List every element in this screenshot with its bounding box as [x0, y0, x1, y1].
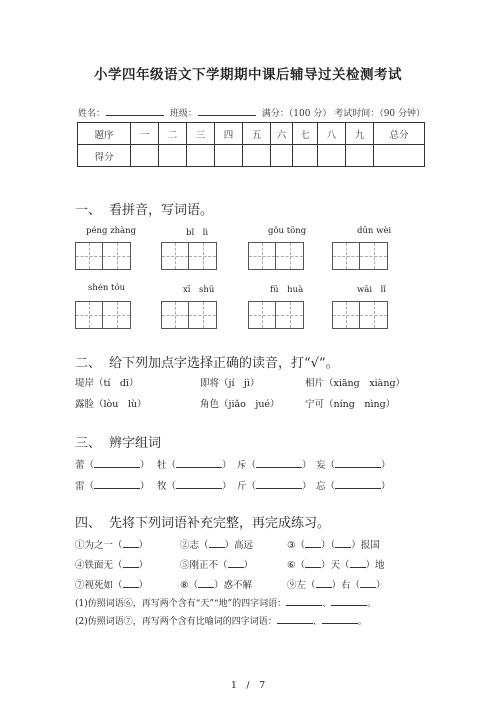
page-title: 小学四年级语文下学期期中课后辅导过关检测考试 — [94, 67, 402, 83]
idiom-blank[interactable] — [316, 578, 332, 588]
idiom-item — [75, 577, 148, 591]
idiom-text: ） — [243, 560, 254, 571]
word-group-item — [237, 457, 312, 471]
writing-cell[interactable] — [332, 242, 360, 270]
exam-time-text: 考试时间：（90 分钟） — [334, 109, 426, 119]
writing-cell[interactable] — [276, 242, 304, 270]
score-header-cell: 八 — [318, 123, 346, 145]
close-paren: ） — [302, 460, 312, 471]
question-text: (2)仿照词语⑦，再写两个含有比喻词的四字词语： — [75, 617, 277, 627]
writing-cell[interactable] — [248, 242, 276, 270]
writing-cell[interactable] — [332, 301, 360, 329]
idiom-blank[interactable] — [305, 538, 321, 548]
close-paren: ） — [222, 460, 232, 471]
writing-cell[interactable] — [360, 301, 388, 329]
writing-cell[interactable] — [103, 301, 131, 329]
question-text: (1)仿照词语⑥，再写两个含有“天”“地”的四字词语： — [75, 599, 287, 609]
writing-cell[interactable] — [161, 301, 189, 329]
idiom-text: ）报国 — [351, 540, 380, 551]
reading-option[interactable]: 露脸（lòu lù） — [75, 399, 147, 410]
word-blank[interactable] — [94, 458, 140, 468]
word-blank[interactable] — [335, 458, 381, 468]
score-header-cell: 七 — [293, 123, 318, 145]
idiom-blank[interactable] — [350, 558, 366, 568]
close-paren: ） — [222, 481, 232, 492]
word-group-item — [75, 478, 150, 492]
idiom-item — [287, 537, 380, 551]
idiom-blank[interactable] — [209, 538, 225, 548]
idiom-text: ）地 — [365, 560, 385, 571]
class-label: 班级： — [169, 109, 197, 119]
idiom-text: ） — [376, 580, 386, 591]
reading-option[interactable]: 堤岸（tí dī） — [75, 378, 139, 389]
section4-title: 先将下列词语补充完整，再完成练习。 — [109, 516, 331, 531]
score-cell[interactable] — [215, 145, 243, 167]
section4-number: 四、 — [75, 516, 102, 531]
word-char: 牧（ — [157, 481, 177, 492]
idiom-text: ④铁面无（ — [75, 560, 123, 571]
writing-cell[interactable] — [75, 301, 103, 329]
word-group-item — [316, 457, 391, 471]
score-header-cell: 六 — [271, 123, 293, 145]
word-char: 斥（ — [237, 460, 257, 471]
section3-number: 三、 — [75, 436, 102, 451]
idiom-item — [287, 557, 385, 571]
word-group-item — [157, 457, 232, 471]
idiom-item — [75, 557, 148, 571]
word-group-item — [75, 457, 150, 471]
idiom-text: ）高远 — [224, 540, 254, 551]
idiom-blank[interactable] — [305, 558, 321, 568]
answer-blank[interactable] — [286, 596, 322, 606]
close-paren: ） — [302, 481, 312, 492]
pinyin-label: fū huà — [270, 285, 304, 295]
score-row-label: 得分 — [78, 145, 131, 167]
reading-option[interactable]: 相片（xiāng xiàng） — [305, 378, 406, 389]
reading-option[interactable]: 角色（jiǎo jué） — [200, 399, 280, 410]
name-blank[interactable] — [106, 107, 164, 116]
pinyin-label: shén tóu — [88, 283, 126, 293]
idiom-blank[interactable] — [335, 538, 351, 548]
answer-blank[interactable] — [322, 614, 358, 624]
writing-cell[interactable] — [189, 242, 217, 270]
score-header-cell: 四 — [215, 123, 243, 145]
reading-option[interactable]: 宁可（níng nìng） — [305, 399, 396, 410]
question-2 — [75, 614, 367, 627]
idiom-text: ） — [138, 580, 149, 591]
word-blank[interactable] — [256, 479, 302, 489]
writing-grid[interactable] — [248, 301, 304, 329]
writing-cell[interactable] — [248, 301, 276, 329]
score-cell[interactable] — [131, 145, 159, 167]
word-blank[interactable] — [335, 479, 381, 489]
writing-grid[interactable] — [75, 301, 131, 329]
score-cell[interactable] — [271, 145, 293, 167]
idiom-item — [287, 577, 386, 591]
idiom-text: ⑦视死如（ — [75, 580, 123, 591]
pinyin-label: bǐ lì — [186, 228, 209, 238]
idiom-blank[interactable] — [360, 578, 376, 588]
score-header-cell: 五 — [243, 123, 271, 145]
word-char: 雷（ — [75, 481, 95, 492]
section4-heading — [75, 512, 330, 531]
score-header-cell: 九 — [346, 123, 374, 145]
word-char: 忘（ — [316, 481, 336, 492]
close-paren: ） — [381, 481, 391, 492]
idiom-item — [180, 557, 253, 571]
reading-option[interactable]: 即将（jí jì） — [200, 378, 260, 389]
idiom-text: ⑨左（ — [287, 580, 316, 591]
idiom-text: ） — [138, 560, 149, 571]
section1-number: 一、 — [75, 203, 102, 218]
word-blank[interactable] — [176, 458, 222, 468]
writing-cell[interactable] — [103, 242, 131, 270]
writing-cell[interactable] — [189, 301, 217, 329]
score-header-cell: 题序 — [78, 123, 131, 145]
pinyin-label: dūn wèi — [357, 226, 392, 236]
writing-grid[interactable] — [75, 242, 131, 270]
idiom-blank[interactable] — [228, 558, 244, 568]
score-cell[interactable] — [293, 145, 318, 167]
word-char: 斤（ — [237, 481, 257, 492]
score-header-cell: 一 — [131, 123, 159, 145]
score-table-header-row — [78, 123, 425, 145]
period: 。 — [357, 617, 367, 627]
word-group-item — [316, 478, 391, 492]
word-char: 牡（ — [157, 460, 177, 471]
idiom-text: ⑥（ — [287, 560, 306, 571]
word-group-item — [157, 478, 232, 492]
writing-cell[interactable] — [360, 242, 388, 270]
score-cell[interactable] — [346, 145, 374, 167]
idiom-text: ）（ — [321, 540, 336, 551]
score-header-cell: 二 — [159, 123, 187, 145]
exam-info — [78, 106, 425, 119]
idiom-blank[interactable] — [123, 578, 139, 588]
period: 。 — [367, 599, 377, 609]
section3-heading — [75, 432, 161, 451]
writing-cell[interactable] — [161, 242, 189, 270]
section2-title: 给下列加点字选择正确的读音，打“√”。 — [109, 356, 339, 371]
writing-cell[interactable] — [276, 301, 304, 329]
score-table — [77, 122, 425, 167]
section1-heading — [75, 199, 213, 218]
word-blank[interactable] — [256, 458, 302, 468]
score-cell[interactable] — [318, 145, 346, 167]
close-paren: ） — [140, 481, 150, 492]
word-char: 蕾（ — [75, 460, 95, 471]
close-paren: ） — [381, 460, 391, 471]
score-cell[interactable] — [159, 145, 187, 167]
score-cell[interactable] — [243, 145, 271, 167]
idiom-item — [180, 577, 252, 591]
section1-title: 看拼音，写词语。 — [109, 203, 214, 218]
writing-grid[interactable] — [161, 301, 217, 329]
idiom-text: ⑧（ — [180, 580, 199, 591]
full-score-text: 满分：（100 分） — [261, 109, 332, 119]
answer-blank[interactable] — [277, 614, 313, 624]
score-cell[interactable] — [374, 145, 425, 167]
pinyin-label: péng zhàng — [86, 226, 137, 236]
idiom-text: ）右（ — [331, 580, 361, 591]
close-paren: ） — [140, 460, 150, 471]
writing-grid[interactable] — [248, 242, 304, 270]
word-blank[interactable] — [176, 479, 222, 489]
idiom-blank[interactable] — [123, 538, 139, 548]
separator: 、 — [312, 617, 322, 627]
writing-grid[interactable] — [332, 242, 388, 270]
score-cell[interactable] — [187, 145, 215, 167]
section2-heading — [75, 352, 339, 371]
idiom-blank[interactable] — [198, 578, 214, 588]
answer-blank[interactable] — [331, 596, 367, 606]
idiom-blank[interactable] — [123, 558, 139, 568]
score-header-cell: 三 — [187, 123, 215, 145]
idiom-text: ）天（ — [321, 560, 350, 571]
question-1 — [75, 596, 376, 609]
word-group-item — [237, 478, 312, 492]
pinyin-label: wāi lǐ — [357, 285, 386, 295]
section2-number: 二、 — [75, 356, 102, 371]
score-table-score-row — [78, 145, 425, 167]
writing-grid[interactable] — [161, 242, 217, 270]
idiom-text: ③（ — [287, 540, 306, 551]
score-header-cell: 总分 — [374, 123, 425, 145]
idiom-text: ②志（ — [180, 540, 209, 551]
word-char: 妄（ — [316, 460, 336, 471]
idiom-item — [75, 537, 148, 551]
word-blank[interactable] — [94, 479, 140, 489]
name-label: 姓名： — [78, 109, 106, 119]
idiom-text: ） — [138, 540, 149, 551]
idiom-text: ）惑不解 — [214, 580, 253, 591]
page-number: 1 / 7 — [230, 680, 266, 691]
class-blank[interactable] — [198, 107, 256, 116]
writing-cell[interactable] — [75, 242, 103, 270]
idiom-text: ⑤刚正不（ — [180, 560, 228, 571]
writing-grid[interactable] — [332, 301, 388, 329]
separator: 、 — [322, 599, 332, 609]
section3-title: 辨字组词 — [109, 436, 162, 451]
pinyin-label: gǒu tōng — [268, 226, 307, 236]
idiom-item — [180, 537, 253, 551]
idiom-text: ①为之一（ — [75, 540, 123, 551]
pinyin-label: xī shū — [183, 285, 215, 295]
